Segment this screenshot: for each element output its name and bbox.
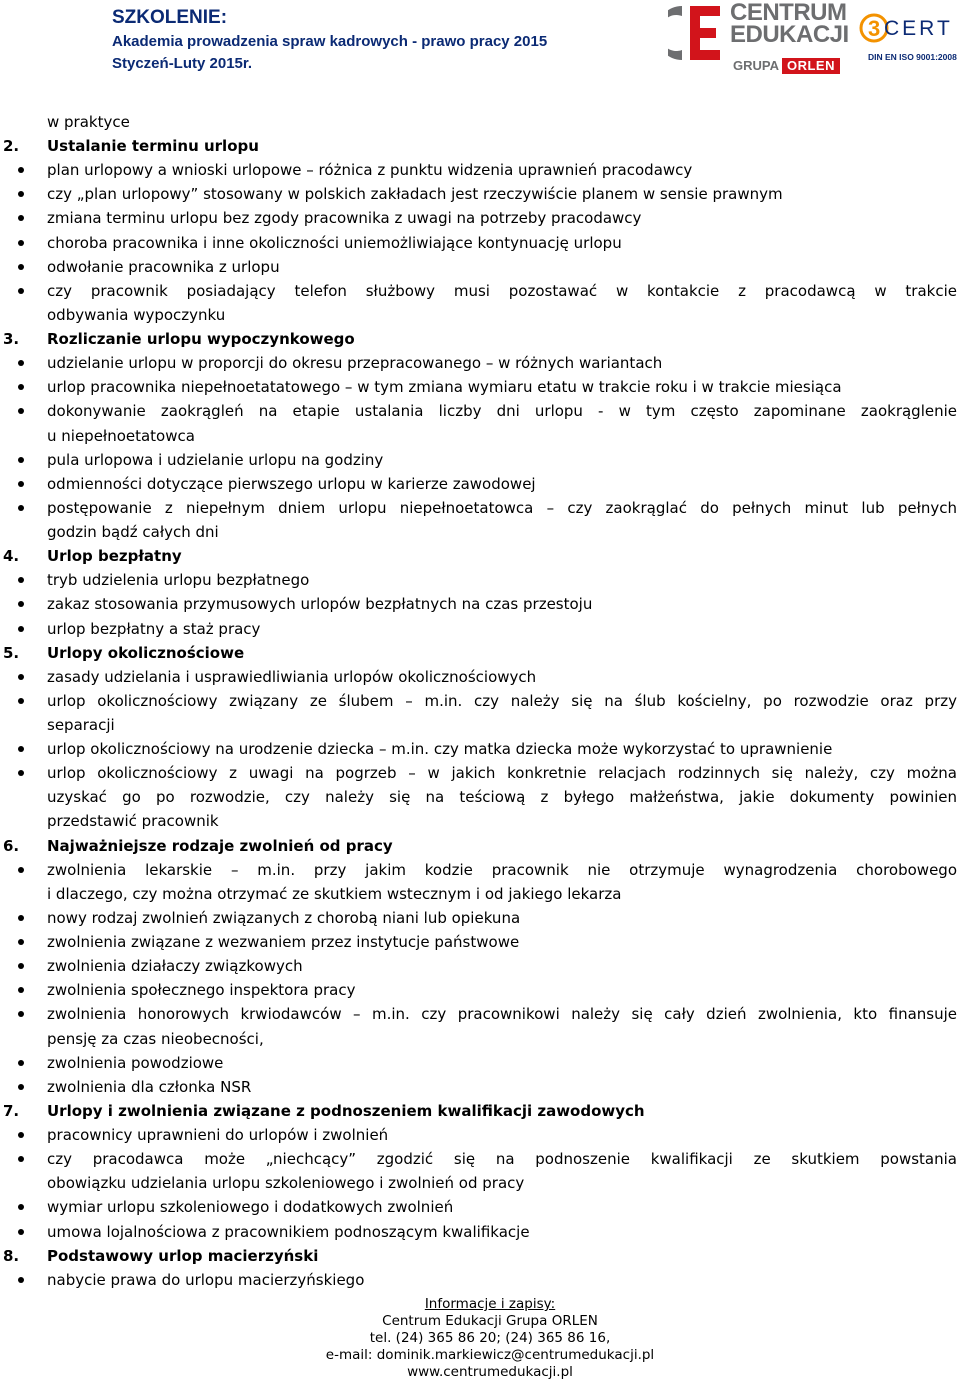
list-item [0,231,960,255]
item-text: u niepełnoetatowca [47,426,195,445]
item-text: zwolnienia dla członka NSR [47,1077,252,1096]
list-item [0,375,960,399]
item-text: udzielanie urlopu w proporcji do okresu przepracowanego – w różnych wariantach [47,354,663,373]
list-item-continuation [0,110,960,134]
list-item [0,1220,960,1244]
list-item [0,761,960,785]
item-text: choroba pracownika i inne okoliczności uniemożliwiające kontynuację urlopu [47,233,622,252]
list-item [0,496,960,520]
section-title: Ustalanie terminu urlopu [47,137,259,156]
bullet-icon [18,915,24,921]
bullet-icon [18,1277,24,1283]
item-text: pracownicy uprawnieni do urlopów i zwolnień [47,1126,389,1145]
list-item [0,858,960,882]
item-text: odbywania wypoczynku [47,305,226,324]
centrum-edukacji-logo-text: CENTRUM EDUKACJI [730,0,849,48]
item-text: zasady udzielania i usprawiedliwiania urlopów okolicznościowych [47,667,537,686]
item-text: pensję za czas nieobecności, [47,1029,264,1048]
section-title: Najważniejsze rodzaje zwolnień od pracy [47,836,393,855]
list-item [0,351,960,375]
bullet-icon [18,505,24,511]
item-text: zwolnienia honorowych krwiodawców – m.in. czy pracownikowi należy się cały dzień zwolnienia, kto finansuje [47,1005,957,1024]
list-item-continuation [0,424,960,448]
training-dates: Styczeń-Luty 2015r. [112,55,253,72]
iso-certification: DIN EN ISO 9001:2008 [868,52,957,62]
bullet-icon [18,626,24,632]
bullet-icon [18,191,24,197]
item-text: zwolnienia społecznego inspektora pracy [47,981,356,1000]
list-item [0,399,960,423]
item-text: zwolnienia lekarskie – m.in. przy jakim kodzie pracownik nie otrzymuje wynagrodzenia chorobowego [47,860,957,879]
list-item [0,158,960,182]
bullet-icon [18,1084,24,1090]
list-item-continuation [0,713,960,737]
list-item [0,472,960,496]
bullet-icon [18,867,24,873]
contact-footer [300,1296,680,1381]
list-item [0,255,960,279]
bullet-icon [18,481,24,487]
section-number: 6. [3,836,20,855]
list-item-continuation [0,1027,960,1051]
list-item [0,592,960,616]
item-text: zwolnienia związane z wezwaniem przez instytucje państwowe [47,933,520,952]
bullet-icon [18,1132,24,1138]
item-text: w praktyce [47,113,130,131]
item-text: plan urlopowy a wnioski urlopowe – różnica z punktu widzenia uprawnień pracodawcy [47,161,693,180]
list-item [0,1075,960,1099]
list-item [0,568,960,592]
item-text: urlop okolicznościowy związany ze ślubem – m.in. czy należy się na ślub kościelny, po rozwodzie oraz przy [47,691,957,710]
item-text: urlop bezpłatny a staż pracy [47,619,261,638]
bullet-icon [18,264,24,270]
section-heading [0,1244,960,1268]
section-title: Urlop bezpłatny [47,547,182,566]
section-heading [0,327,960,351]
footer-phone: tel. (24) 365 86 20; (24) 365 86 16, [369,1330,611,1346]
footer-label: Informacje i zapisy: [424,1296,556,1312]
item-text: czy „plan urlopowy” stosowany w polskich zakładach jest rzeczywiście planem w sensie prawnym [47,185,783,204]
bullet-icon [18,577,24,583]
bullet-icon [18,770,24,776]
item-text: postępowanie z niepełnym dniem urlopu niepełnoetatowca – czy zaokrąglać do pełnych minut lub pełnych [47,498,957,517]
item-text: pula urlopowa i udzielanie urlopu na godziny [47,450,384,469]
bullet-icon [18,987,24,993]
item-text: odwołanie pracownika z urlopu [47,257,280,276]
item-text: uzyskać go po rozwodzie, czy należy się na teściową z byłego małżeństwa, jakie dokumenty powinien [47,788,957,807]
list-item [0,448,960,472]
list-item [0,1051,960,1075]
bullet-icon [18,674,24,680]
list-item [0,182,960,206]
section-number: 4. [3,547,20,566]
list-item [0,279,960,303]
bullet-icon [18,1204,24,1210]
item-text: wymiar urlopu szkoleniowego i dodatkowych zwolnień [47,1198,454,1217]
bullet-icon [18,1229,24,1235]
list-item [0,930,960,954]
list-item-continuation [0,809,960,833]
list-item-continuation [0,1171,960,1195]
list-item [0,1195,960,1219]
footer-email: e-mail: dominik.markiewicz@centrumedukacji.pl [325,1347,655,1363]
section-number: 2. [3,137,20,156]
bullet-icon [18,360,24,366]
bullet-icon [18,215,24,221]
item-text: zwolnienia działaczy związkowych [47,957,303,976]
bullet-icon [18,457,24,463]
bullet-icon [18,601,24,607]
section-heading [0,641,960,665]
list-item [0,1147,960,1171]
list-item [0,617,960,641]
bullet-icon [18,408,24,414]
item-text: zwolnienia powodziowe [47,1053,224,1072]
section-number: 7. [3,1101,20,1120]
item-text: obowiązku udzielania urlopu szkoleniowego i zwolnień od pracy [47,1174,525,1193]
item-text: nowy rodzaj zwolnień związanych z chorobą niani lub opiekuna [47,908,521,927]
item-text: i dlaczego, czy można otrzymać ze skutkiem wstecznym i od jakiego lekarza [47,884,622,903]
training-subtitle: Akademia prowadzenia spraw kadrowych - prawo pracy 2015 [112,33,548,50]
list-item-continuation [0,785,960,809]
cert-logo-text: CERT [884,17,953,40]
item-text: urlop pracownika niepełnoetatatowego – w tym zmiana wymiaru etatu w trakcie roku i w trakcie miesiąca [47,378,842,397]
item-text: umowa lojalnościowa z pracownikiem podnoszącym kwalifikacje [47,1222,530,1241]
section-title: Rozliczanie urlopu wypoczynkowego [47,330,355,349]
bullet-icon [18,167,24,173]
list-item-continuation [0,520,960,544]
item-text: przedstawić pracownik [47,812,219,831]
section-title: Podstawowy urlop macierzyński [47,1246,319,1265]
bullet-icon [18,1156,24,1162]
list-item [0,689,960,713]
list-item [0,1268,960,1292]
grupa-orlen-logo: GRUPA ORLEN [733,58,840,74]
item-text: nabycie prawa do urlopu macierzyńskiego [47,1270,365,1289]
bullet-icon [18,746,24,752]
section-number: 8. [3,1246,20,1265]
item-text: odmienności dotyczące pierwszego urlopu w karierze zawodowej [47,474,536,493]
page-header [0,0,960,82]
section-heading [0,544,960,568]
item-text: czy pracownik posiadający telefon służbowy musi pozostawać w kontakcie z pracodawcą w trakcie [47,281,957,300]
list-item-continuation [0,303,960,327]
list-item [0,978,960,1002]
section-heading [0,1099,960,1123]
bullet-icon [18,698,24,704]
item-text: dokonywanie zaokrągleń na etapie ustalania liczby dni urlopu - w tym często zapominane zaokrąglenie [47,402,957,421]
section-heading [0,134,960,158]
list-item [0,906,960,930]
section-number: 3. [3,330,20,349]
item-text: zakaz stosowania przymusowych urlopów bezpłatnych na czas przestoju [47,595,593,614]
bullet-icon [18,963,24,969]
footer-organization: Centrum Edukacji Grupa ORLEN [382,1313,598,1329]
section-number: 5. [3,643,20,662]
bullet-icon [18,288,24,294]
item-text: godzin bądź całych dni [47,523,219,542]
item-text: czy pracodawca może „niechcący” zgodzić się na podnoszenie kwalifikacji ze skutkiem powstania [47,1150,957,1169]
bullet-icon [18,1011,24,1017]
bullet-icon [18,939,24,945]
list-item [0,1002,960,1026]
item-text: zmiana terminu urlopu bez zgody pracownika z uwagi na potrzeby pracodawcy [47,209,642,228]
footer-website: www.centrumedukacji.pl [407,1364,573,1380]
list-item [0,665,960,689]
section-heading [0,834,960,858]
list-item [0,206,960,230]
bullet-icon [18,384,24,390]
bullet-icon [18,1060,24,1066]
list-item-continuation [0,882,960,906]
training-title: SZKOLENIE: [112,7,228,28]
item-text: urlop okolicznościowy z uwagi na pogrzeb – w jakich konkretnie relacjach rodzinnych się należy, czy można [47,764,957,783]
list-item [0,737,960,761]
svg-text:3: 3 [868,16,881,41]
section-title: Urlopy okolicznościowe [47,643,245,662]
list-item [0,954,960,978]
centrum-edukacji-e-logo-icon [668,4,724,62]
list-item [0,1123,960,1147]
section-title: Urlopy i zwolnienia związane z podnoszeniem kwalifikacji zawodowych [47,1101,645,1120]
bullet-icon [18,240,24,246]
item-text: urlop okolicznościowy na urodzenie dziecka – m.in. czy matka dziecka może wykorzystać to uprawnienie [47,740,833,759]
item-text: tryb udzielenia urlopu bezpłatnego [47,571,310,590]
item-text: separacji [47,716,115,734]
